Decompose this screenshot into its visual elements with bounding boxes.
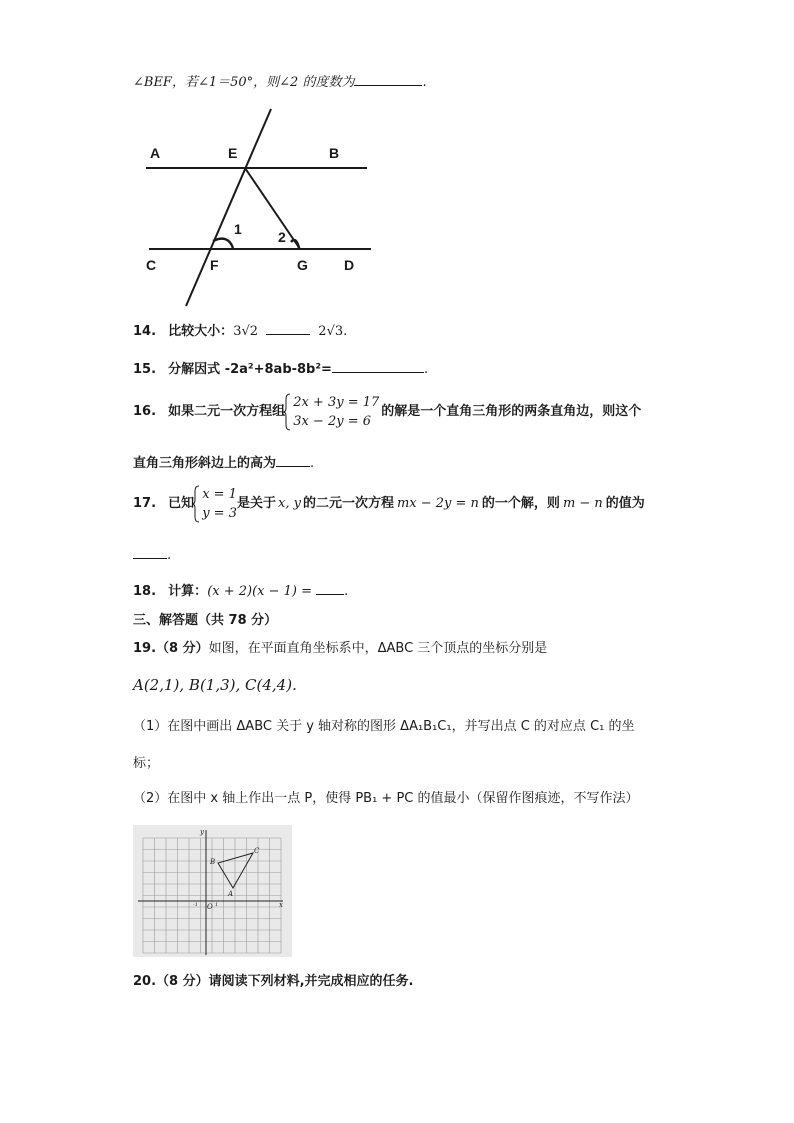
label-g: G (297, 257, 308, 273)
label-angle1: 1 (234, 221, 242, 237)
label-a: A (150, 145, 161, 161)
q17-pre: 已知 (168, 496, 195, 511)
q18-text: 计算： (168, 584, 208, 599)
origin-label: O (207, 903, 213, 911)
q17-expr: m − n (562, 496, 603, 511)
q16-pre: 如果二元一次方程组 (168, 404, 286, 419)
vertex-a-label: A (228, 890, 234, 898)
q18-expr: (x + 2)(x − 1) = (207, 584, 313, 599)
label-b: B (329, 145, 340, 161)
grid-background (133, 825, 292, 957)
q19-part2: （2）在图中 x 轴上作出一点 P，使得 PB₁ + PC 的值最小（保留作图痕迹，不写作法） (133, 791, 639, 806)
vertex-c-label: C (254, 847, 260, 855)
tick-label-neg1: -1 (193, 902, 198, 908)
q18-number: 18. (133, 584, 157, 599)
label-angle2: 2 (278, 229, 286, 245)
q17-mid2: 的二元一次方程 (302, 496, 394, 511)
q14-number: 14. (133, 324, 157, 339)
q14-text: 比较大小： (168, 324, 234, 339)
q17-post2: 的值为 (605, 496, 645, 511)
q14-end: . (343, 324, 348, 339)
q15-text: 分解因式 -2a²+8ab-8b²= (168, 362, 332, 377)
q19-score: （8 分） (156, 641, 209, 656)
q16-end: . (310, 456, 315, 471)
label-f: F (210, 257, 219, 273)
q19-number: 19. (133, 641, 157, 656)
vertex-b-label: B (210, 858, 216, 866)
q19-part1-end: 标； (133, 756, 160, 771)
q16-line2-text: 直角三角形斜边上的高为 (133, 456, 277, 471)
section-title: 三、解答题（共 78 分） (133, 613, 278, 628)
equation-1: x = 1 (202, 486, 237, 502)
q17-end: . (167, 548, 172, 563)
q17-eqn: mx − 2y = n (396, 496, 479, 511)
label-e: E (228, 145, 238, 161)
q17-post: 的一个解，则 (481, 496, 560, 511)
axis-label-x: x (279, 901, 283, 909)
equation-2: y = 3 (202, 505, 237, 521)
q13-text: ∠BEF，若∠1＝50°，则∠2 的度数为 (133, 75, 355, 90)
q17-mid: 是关于 (236, 496, 276, 511)
q20-text: 请阅读下列材料,并完成相应的任务. (208, 974, 414, 989)
q20-score: （8 分） (156, 974, 209, 989)
q17-number: 17. (133, 496, 157, 511)
q15-end: . (423, 362, 429, 377)
equation-2: 3x − 2y = 6 (293, 413, 371, 429)
q15-number: 15. (133, 362, 157, 377)
q14-right: 2√3 (318, 324, 344, 339)
label-d: D (344, 257, 355, 273)
q19-coords: A(2,1), B(1,3), C(4,4). (133, 676, 297, 694)
q17-vars: x, y (277, 496, 301, 511)
label-c: C (146, 257, 157, 273)
q19-text: 如图，在平面直角坐标系中，ΔABC 三个顶点的坐标分别是 (208, 641, 548, 656)
q18-end: . (344, 584, 349, 599)
q20-number: 20. (133, 974, 157, 989)
q16-number: 16. (133, 404, 157, 419)
equation-1: 2x + 3y = 17 (293, 394, 380, 410)
axis-label-y: y (200, 828, 204, 836)
tick-label-1: 1 (215, 902, 219, 908)
q16-post: 的解是一个直角三角形的两条直角边，则这个 (381, 404, 642, 419)
q13-end: . (422, 75, 427, 90)
q19-part1: （1）在图中画出 ΔABC 关于 y 轴对称的图形 ΔA₁B₁C₁，并写出点 C 的对应点 C₁ 的坐 (133, 719, 635, 734)
q14-left: 3√2 (233, 324, 259, 339)
q20 (133, 973, 414, 991)
